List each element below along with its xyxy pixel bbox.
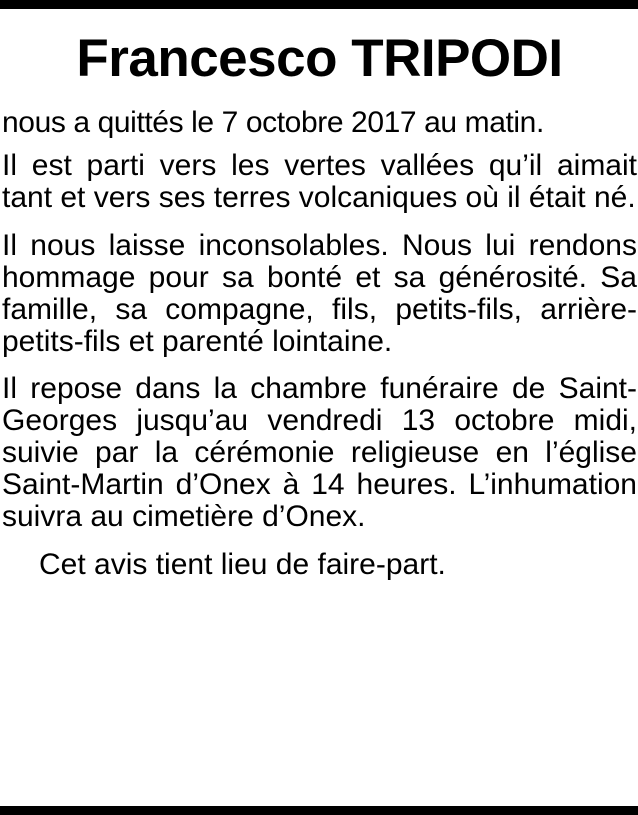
notice-body: [2, 107, 637, 581]
bottom-border-rule: [0, 806, 638, 815]
family-paragraph: Il nous laisse inconsolables. Nous lui rendons hommage pour sa bonté et sa générosité. Sa famille, sa compagne, fils, petits-fils, arrière-petits-fils et parenté lointaine.: [2, 229, 637, 358]
funeral-details-paragraph: Il repose dans la chambre funéraire de Saint-Georges jusqu’au vendredi 13 octobre midi, suivie par la cérémonie religieuse en l’église Saint-Martin d’Onex à 14 heures. L’inhumation suivra au cimetière d’Onex.: [2, 372, 637, 533]
tribute-paragraph: Il est parti vers les vertes vallées qu’il aimait tant et vers ses terres volcaniques où il était né.: [2, 149, 637, 214]
death-date-paragraph: nous a quittés le 7 octobre 2017 au matin.: [2, 106, 544, 139]
closing-paragraph: Cet avis tient lieu de faire-part.: [39, 548, 446, 581]
top-border-rule: [0, 0, 638, 9]
obituary-notice: [0, 9, 638, 806]
deceased-name-heading: Francesco TRIPODI: [76, 29, 563, 88]
